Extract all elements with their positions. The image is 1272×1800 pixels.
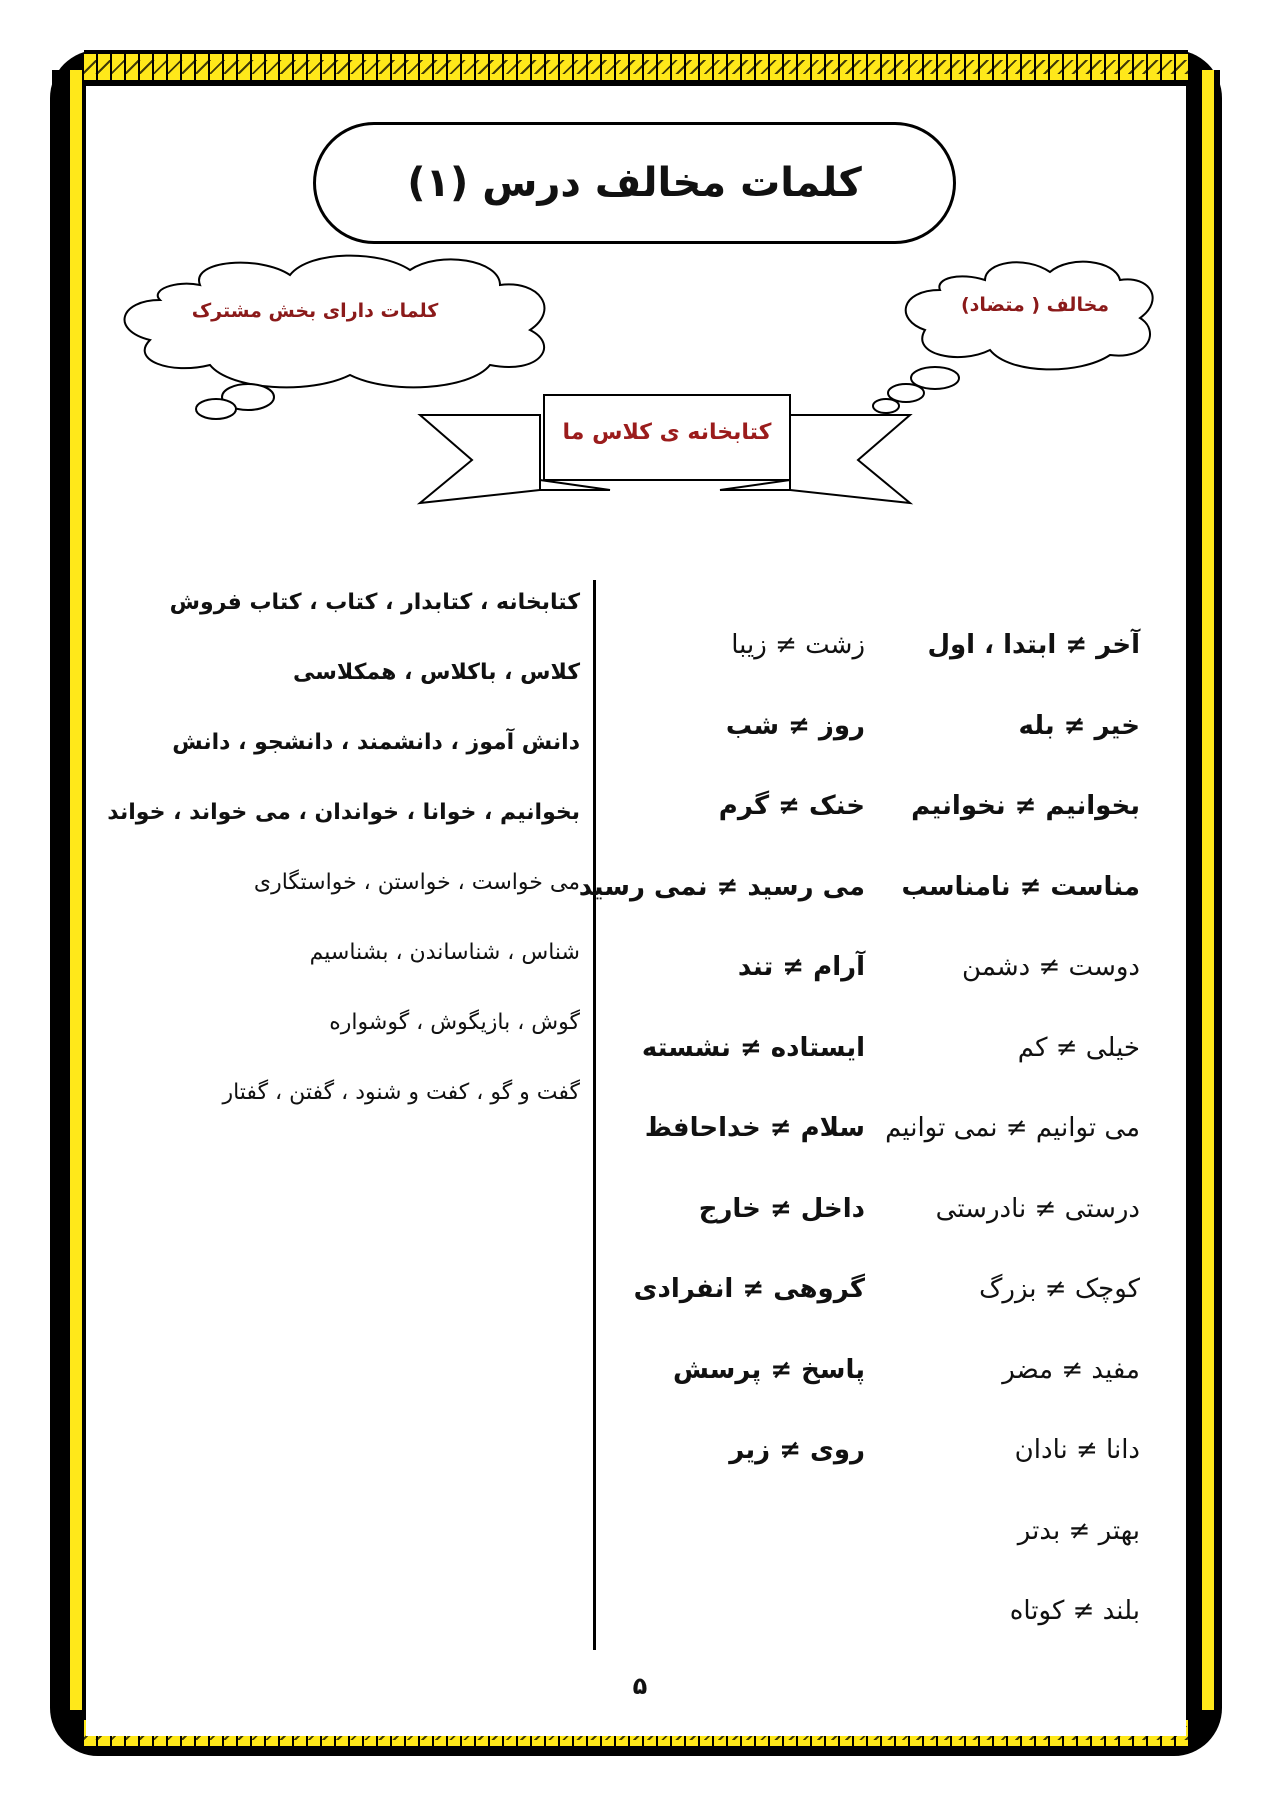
opposite-pair: می رسید ≠ نمی رسید <box>578 871 865 902</box>
page-title: کلمات مخالف درس (۱) <box>407 160 862 206</box>
opposite-pair: بهتر ≠ بدتر <box>1017 1515 1140 1546</box>
opposite-pair: مفید ≠ مضر <box>1002 1354 1140 1385</box>
opposite-pair: آرام ≠ تند <box>737 952 865 982</box>
word-family: دانش آموز ، دانشمند ، دانشجو ، دانش <box>172 730 580 755</box>
opposite-pair: روی ≠ زیر <box>729 1435 865 1465</box>
opposite-pair: بخوانیم ≠ نخوانیم <box>911 791 1140 821</box>
opposite-pair: سلام ≠ خداحافظ <box>644 1113 865 1143</box>
opposite-pair: خنک ≠ گرم <box>718 791 865 821</box>
common-parts-column <box>107 590 580 1150</box>
word-family: کلاس ، باکلاس ، همکلاسی <box>293 660 580 685</box>
ribbon-banner <box>420 395 910 503</box>
opposites-right-column <box>880 630 1140 1680</box>
opposite-pair: مناست ≠ نامناسب <box>901 871 1140 902</box>
left-cloud-label: کلمات دارای بخش مشترک <box>191 300 439 322</box>
opposite-pair: پاسخ ≠ پرسش <box>673 1354 865 1385</box>
opposite-pair: می توانیم ≠ نمی توانیم <box>885 1113 1140 1143</box>
word-family: گفت و گو ، کفت و شنود ، گفتن ، گفتار <box>222 1080 580 1105</box>
opposite-pair: درستی ≠ نادرستی <box>935 1193 1140 1224</box>
opposite-pair: خیر ≠ بله <box>1018 710 1140 741</box>
opposites-middle-column <box>578 630 865 1480</box>
opposite-pair: زشت ≠ زیبا <box>731 630 865 660</box>
word-family: می خواست ، خواستن ، خواستگاری <box>253 870 580 895</box>
word-family: شناس ، شناساندن ، بشناسیم <box>309 940 580 965</box>
left-cloud <box>125 256 545 419</box>
opposite-pair: کوچک ≠ بزرگ <box>979 1274 1140 1304</box>
opposite-pair: خیلی ≠ کم <box>1017 1032 1140 1063</box>
opposite-pair: ایستاده ≠ نشسته <box>641 1032 865 1063</box>
opposite-pair: دوست ≠ دشمن <box>962 952 1140 982</box>
opposite-pair: روز ≠ شب <box>725 710 865 741</box>
right-cloud-label: مخالف ( متضاد) <box>960 294 1110 316</box>
word-family: کتابخانه ، کتابدار ، کتاب ، کتاب فروش <box>169 590 580 615</box>
right-cloud <box>873 262 1153 413</box>
ribbon-label: کتابخانه ی کلاس ما <box>562 420 772 445</box>
opposite-pair: آخر ≠ ابتدا ، اول <box>927 630 1140 660</box>
opposite-pair: بلند ≠ کوتاه <box>1009 1596 1140 1626</box>
word-family: بخوانیم ، خوانا ، خواندان ، می خواند ، خواند <box>107 800 580 825</box>
opposite-pair: دانا ≠ نادان <box>1014 1435 1140 1465</box>
column-divider <box>593 580 596 1650</box>
opposite-pair: گروهی ≠ انفرادی <box>633 1274 865 1304</box>
opposite-pair: داخل ≠ خارج <box>698 1193 865 1224</box>
page-number: ۵ <box>632 1672 648 1700</box>
word-family: گوش ، بازیگوش ، گوشواره <box>329 1010 580 1035</box>
